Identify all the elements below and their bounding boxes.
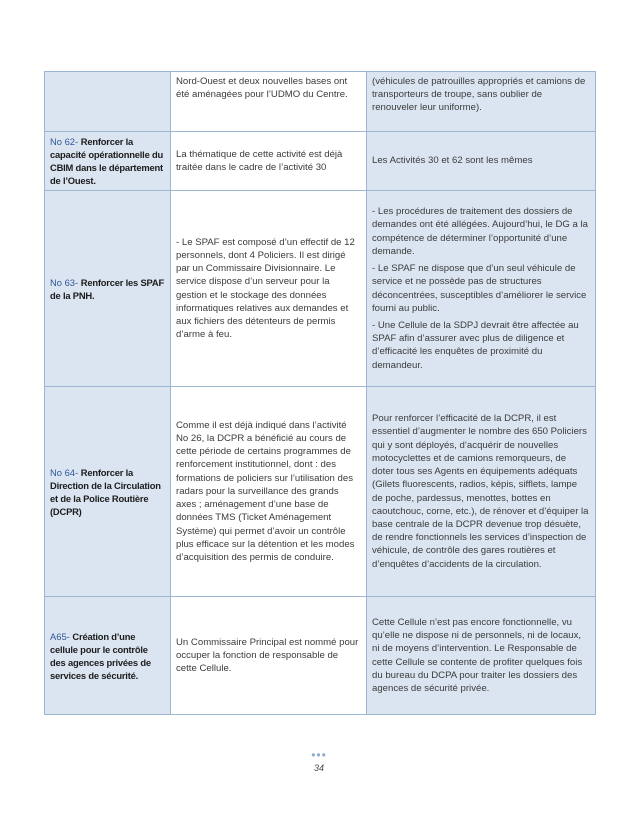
footer-ornament: •••: [311, 748, 327, 762]
table-row: [45, 387, 596, 597]
activity-title: Renforcer la Direction de la Circulation et de la Police Routière (DCPR): [50, 466, 161, 517]
observation-text: - Une Cellule de la SDPJ devrait être affectée au SPAF afin d’assurer avec plus de diligence et d’efficacité les enquêtes de proximité du demandeur.: [372, 319, 579, 371]
activity-description-cell: [171, 387, 367, 597]
activity-text: La thématique de cette activité est déjà traitée dans le cadre de l’activité 30: [176, 148, 343, 173]
activity-number: A65-: [50, 630, 73, 642]
table-row: [45, 597, 596, 715]
activity-label-cell: [45, 191, 171, 387]
observation-text: (véhicules de patrouilles appropriés et camions de transporteurs de troupe, sans oublier de renouveler leur uniforme).: [372, 76, 586, 114]
activity-label-cell: [45, 597, 171, 715]
activity-label-cell: [45, 387, 171, 597]
observation-text: - Les procédures de traitement des dossiers de demandes ont été allégées. Aujourd’hui, le DG a la compétence de déterminer l’opportunité d’une demande.: [372, 206, 588, 257]
activities-table: [44, 71, 596, 715]
observations-cell: [367, 191, 596, 387]
activity-text: Un Commissaire Principal est nommé pour occuper la fonction de responsable de cette Cellule.: [176, 636, 359, 675]
observation-text: Les Activités 30 et 62 sont les mêmes: [372, 155, 533, 167]
activity-description-cell: [171, 597, 367, 715]
activity-description-cell: [171, 132, 367, 191]
activity-title: Renforcer la capacité opérationnelle du CBIM dans le département de l’Ouest.: [50, 136, 164, 186]
activity-title: Renforcer les SPAF de la PNH.: [50, 276, 164, 301]
activity-description-cell: [171, 191, 367, 387]
activity-description-cell: [171, 72, 367, 132]
activity-text: Nord-Ouest et deux nouvelles bases ont été aménagées pour l’UDMO du Centre.: [176, 76, 348, 101]
observations-cell: [367, 597, 596, 715]
activity-text: Comme il est déjà indiqué dans l’activité No 26, la DCPR a bénéficié au cours de cette période de certains programmes de renforcement institutionnel, dont : des formations de policiers sur l’utilisation des radars pour la surveillance des grands axes ; aménagement d’une base de données TMS (Ticket Aménagement Système) qui permet d’avoir un contrôle plus efficace sur la détention et les modes d’acquisition des permis de conduire.: [176, 419, 355, 563]
observations-cell: [367, 387, 596, 597]
activity-number: No 63-: [50, 276, 81, 288]
activity-number: No 64-: [50, 466, 81, 478]
observations-cell: [367, 72, 596, 132]
observations-cell: [367, 132, 596, 191]
observation-text: Cette Cellule n’est pas encore fonctionnelle, vu qu’elle ne dispose ni de personnels, ni de locaux, ni de moyens d’intervention. Le Responsable de cette Cellule se contente de profiter quelques fois du bureau du DCPA pour traiter les dossiers des agences de sécurité privée.: [372, 616, 583, 694]
observation-text: Pour renforcer l’efficacité de la DCPR, il est essentiel d’augmenter le nombre des 650 Policiers qui y sont déployés, d’acquérir de nouvelles motocyclettes et de camions remorqueurs, de doter tous ses Agents en équipements adéquats (Gilets fluorescents, radios, képis, sifflets, lampe de poche, pardessus, menottes, bottes en caoutchouc, corne, etc.), de rénover et d’équiper la base centrale de la DCPR devenue trop désuète, de rendre fonctionnels les services d’inspection de véhicule, de contrôle des gares routières et d’enquêtes d’accidents de la circulation.: [372, 413, 589, 570]
table-row: [45, 72, 596, 132]
page-number: 34: [313, 763, 324, 773]
observation-text: - Le SPAF ne dispose que d’un seul véhicule de service et ne possède pas de structures déconcentrées, susceptibles d’améliorer le service fourni au public.: [372, 263, 587, 314]
activity-title: Création d’une cellule pour le contrôle des agences privées de services de sécurité.: [50, 630, 151, 681]
activity-label-cell: [45, 72, 171, 132]
table-row: [45, 191, 596, 387]
activity-label-cell: [45, 132, 171, 191]
table-row: [45, 132, 596, 191]
activity-text: - Le SPAF est composé d’un effectif de 12 personnels, dont 4 Policiers. Il est dirigé par un Commissaire Divisionnaire. Le service dispose d’un serveur pour la gestion et le stockage des données informatiques relatives aux demandes et aux fichiers des détenteurs de permis d’arme à feu.: [176, 236, 355, 341]
activity-number: No 62-: [50, 136, 81, 147]
